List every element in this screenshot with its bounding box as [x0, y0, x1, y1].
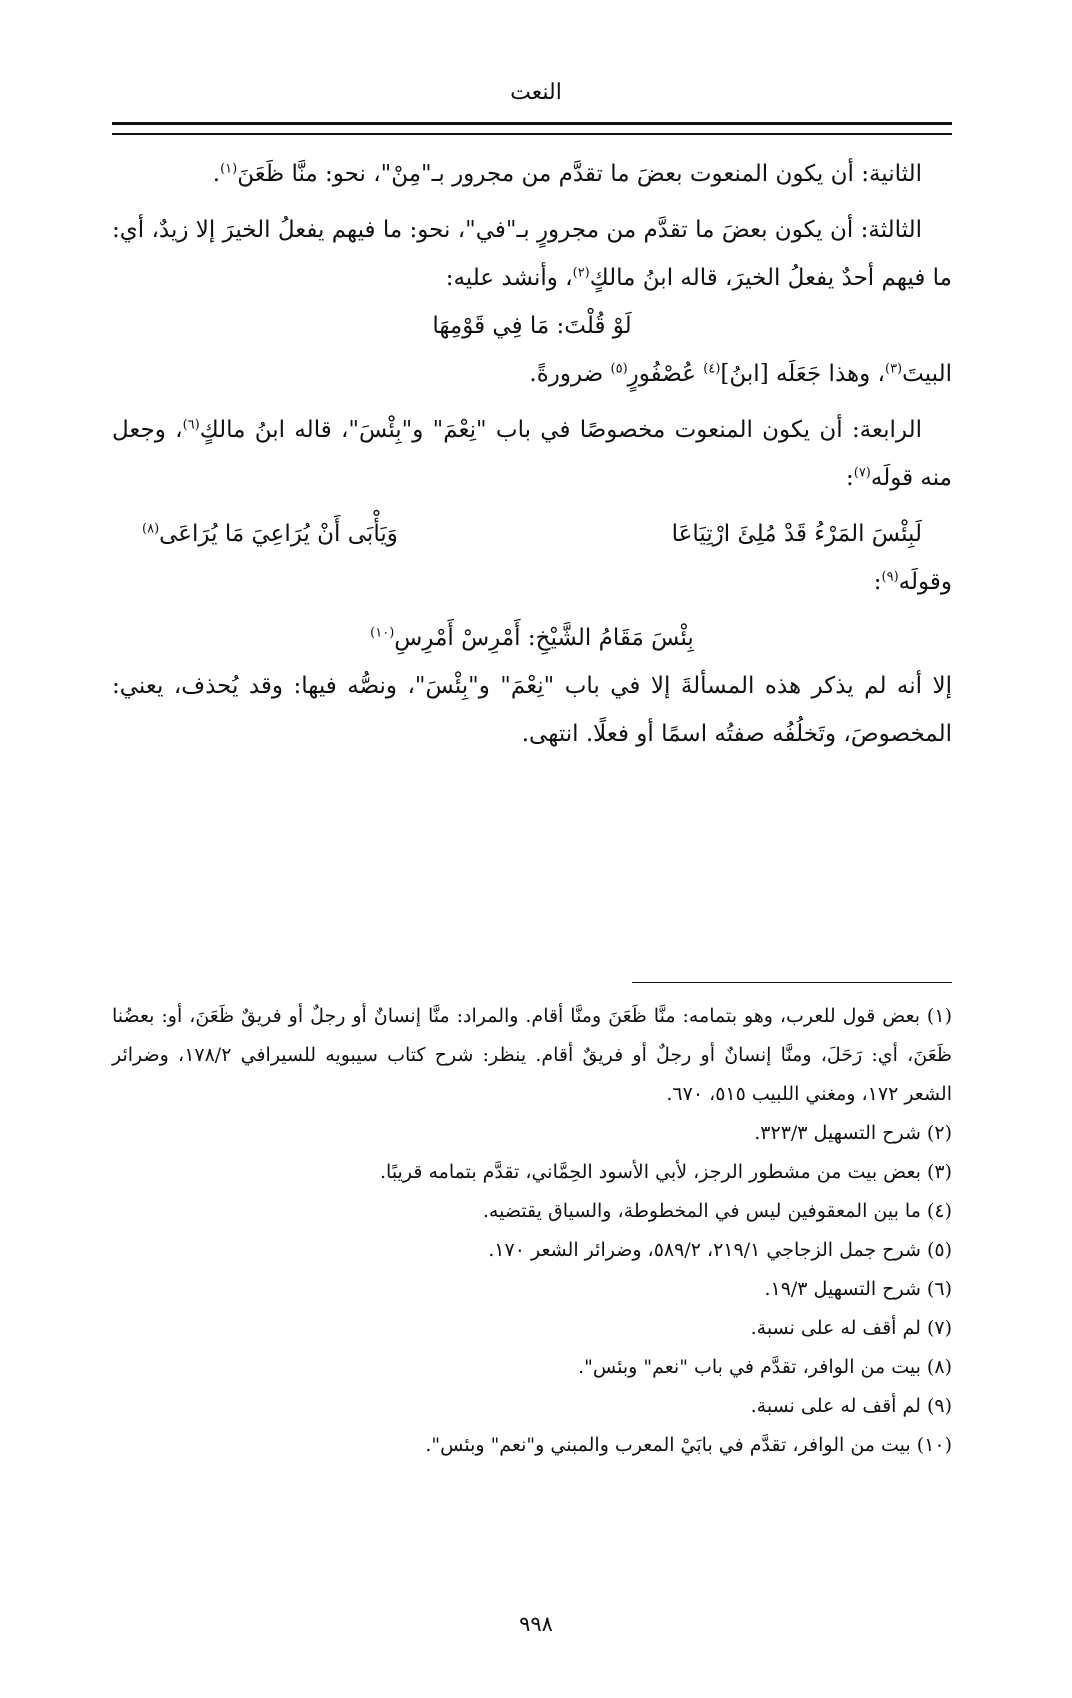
page-number: ٩٩٨	[519, 1612, 553, 1636]
verse-hemistich-first: لَبِئْسَ المَرْءُ قَدْ مُلِئَ ارْتِيَاعَا	[671, 521, 922, 547]
footnote: (٣) بعض بيت من مشطور الرجز، لأبي الأسود الحِمَّاني، تقدَّم بتمامه قريبًا.	[380, 1161, 952, 1183]
footnote-ref: (٨)	[142, 521, 160, 537]
footnote-ref: (٢)	[572, 265, 590, 281]
paragraph-second-case: الثانية: أن يكون المنعوت بعضَ ما تقدَّم من مجرور بـ"مِنْ"، نحو: منَّا ظَعَنَ$^{(١)}$.	[212, 161, 922, 187]
footnote-ref: (٥)	[610, 361, 628, 377]
verse-couplet	[112, 510, 952, 558]
main-text	[112, 150, 952, 758]
footnote: (٢) شرح التسهيل ٣٢٣/٣.	[754, 1122, 952, 1144]
footnote-ref: (٤)	[703, 361, 721, 377]
footnote-ref: (٩)	[881, 569, 899, 585]
verse-line: بِئْسَ مَقَامُ الشَّيْخِ: أَمْرِسْ أَمْرِسِ$^{(١٠)}$	[370, 625, 694, 651]
footnotes	[112, 997, 952, 1465]
footnote: (٧) لم أقف له على نسبة.	[750, 1317, 952, 1339]
footnote: (٩) لم أقف له على نسبة.	[750, 1395, 952, 1417]
paragraph-bayt: البيتَ$^{(٣)}$، وهذا جَعَلَه [ابنُ]$^{(٤)}$ عُصْفُورٍ$^{(٥)}$ ضرورةً.	[529, 361, 952, 387]
header-rule-thin	[112, 133, 952, 135]
footnote: (٤) ما بين المعقوفين ليس في المخطوطة، والسياق يقتضيه.	[482, 1200, 952, 1222]
footnote: (١٠) بيت من الوافر، تقدَّم في بابَيْ المعرب والمبني و"نعم" وبئس".	[425, 1434, 952, 1456]
footnote-ref: (١٠)	[370, 625, 395, 641]
paragraph-conclusion: إلا أنه لم يذكر هذه المسألةَ إلا في باب "نِعْمَ" و"بِئْسَ"، ونصُّه فيها: وقد يُحذف، يعني: المخصوصَ، وتَخلُفُه صفتُه اسمًا أو فعلًا. انتهى.	[112, 673, 952, 747]
paragraph-fourth-case: الرابعة: أن يكون المنعوت مخصوصًا في باب "نِعْمَ" و"بِئْسَ"، قاله ابنُ مالكٍ$^{(٦)}$، وجعل منه قولَه$^{(٧)}$:	[112, 417, 952, 491]
footnote-separator	[632, 982, 952, 983]
paragraph-qawlahu: وقولَه$^{(٩)}$:	[873, 569, 952, 595]
footnote: (٥) شرح جمل الزجاجي ٢١٩/١، ٥٨٩/٢، وضرائر الشعر ١٧٠.	[488, 1239, 952, 1261]
footnote-ref: (١)	[220, 161, 238, 177]
footnote-ref: (٦)	[182, 417, 200, 433]
footnote: (٦) شرح التسهيل ١٩/٣.	[764, 1278, 952, 1300]
paragraph-third-case: الثالثة: أن يكون بعضَ ما تقدَّم من مجرورٍ بـ"في"، نحو: ما فيهم يفعلُ الخيرَ إلا زيدٌ، أي: ما فيهم أحدٌ يفعلُ الخيرَ، قاله ابنُ مالكٍ$^{(٢)}$، وأنشد عليه:	[112, 217, 952, 291]
footnote-ref: (٣)	[884, 361, 903, 377]
footnote-ref: (٧)	[853, 465, 871, 481]
verse-line: لَوْ قُلْتَ: مَا فِي قَوْمِهَا	[432, 313, 632, 339]
running-title: النعت	[510, 80, 562, 105]
verse-hemistich-second: وَيَأْبَى أَنْ يُرَاعِيَ مَا يُرَاعَى$^{(٨)}$	[142, 521, 398, 547]
footnote: (١) بعض قول للعرب، وهو بتمامه: منَّا ظَعَنَ ومنَّا أقام. والمراد: منَّا إنسانٌ أو رجلٌ أو فريقٌ ظَعَنَ، أو: بعضُنا ظَعَنَ، أي: رَحَلَ، ومنَّا إنسانٌ أو رجلٌ أو فريقٌ أقام. ينظر: شرح كتاب سيبويه للسيرافي ١٧٨/٢، وضرائر الشعر ١٧٢، ومغني اللبيب ٥١٥، ٦٧٠.	[112, 1005, 953, 1105]
header-rule-thick	[112, 122, 952, 125]
footnote: (٨) بيت من الوافر، تقدَّم في باب "نعم" وبئس".	[578, 1356, 952, 1378]
